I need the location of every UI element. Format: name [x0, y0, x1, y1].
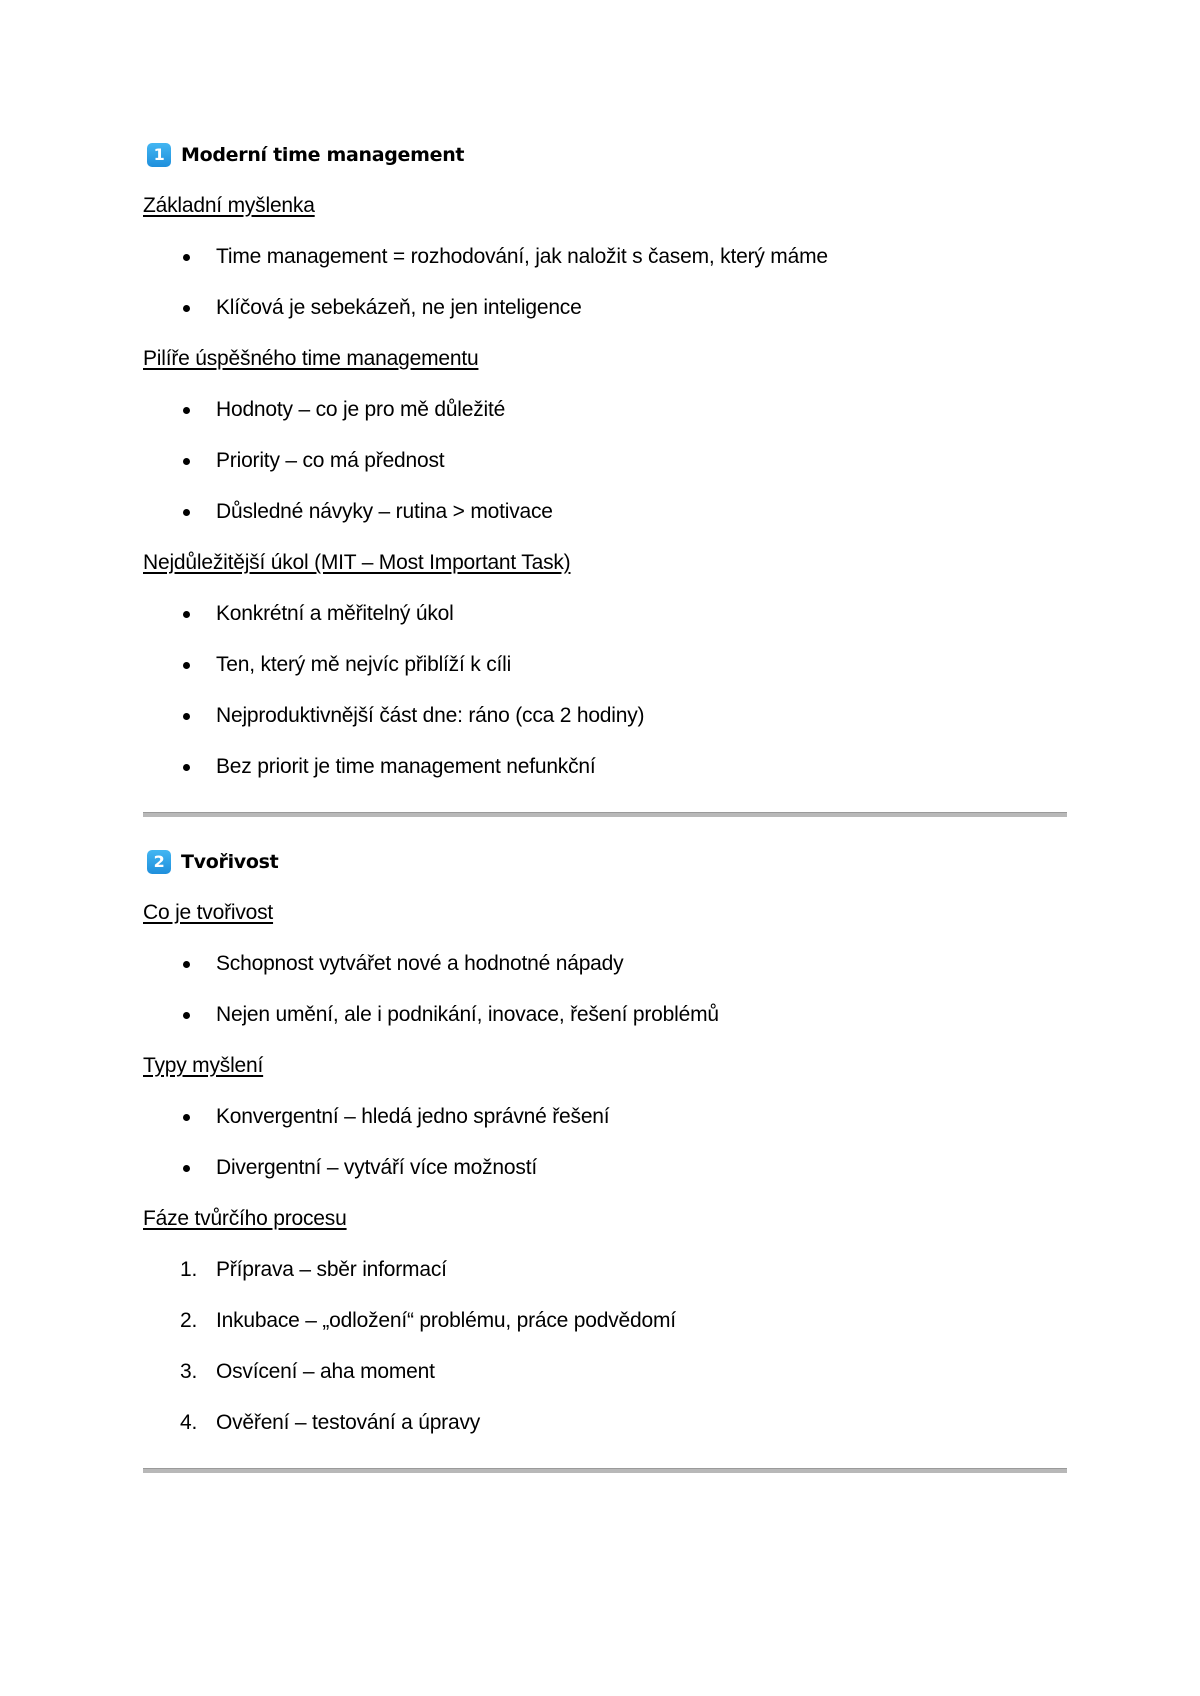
- list-item: [143, 447, 1067, 475]
- list-item-text: Time management = rozhodování, jak naložit s časem, který máme: [216, 245, 828, 268]
- bullet-icon: [183, 305, 190, 312]
- list-item: [143, 1358, 1067, 1386]
- bullet-icon: [183, 407, 190, 414]
- list-item: [143, 950, 1067, 978]
- bullet-list: [143, 950, 1067, 1029]
- horizontal-divider: [143, 1468, 1067, 1473]
- list-item-text: Nejproduktivnější část dne: ráno (cca 2 hodiny): [216, 704, 645, 727]
- list-item: [143, 396, 1067, 424]
- section-title: [143, 140, 1067, 170]
- list-item-text: Schopnost vytvářet nové a hodnotné nápady: [216, 952, 624, 975]
- list-item: [143, 498, 1067, 526]
- list-item-text: Priority – co má přednost: [216, 449, 445, 472]
- list-number: 3.: [180, 1360, 198, 1383]
- list-item: [143, 702, 1067, 730]
- bullet-icon: [183, 1012, 190, 1019]
- list-number: 2.: [180, 1309, 198, 1332]
- sub-heading: Fáze tvůrčího procesu: [143, 1207, 347, 1230]
- keycap-number-icon: 1: [147, 143, 171, 167]
- bullet-icon: [183, 662, 190, 669]
- list-item-text: Ověření – testování a úpravy: [216, 1411, 481, 1434]
- list-item-text: Inkubace – „odložení“ problému, práce podvědomí: [216, 1309, 676, 1332]
- bullet-icon: [183, 458, 190, 465]
- sub-heading: Co je tvořivost: [143, 901, 274, 924]
- section-title: [143, 847, 1067, 877]
- list-item-text: Konkrétní a měřitelný úkol: [216, 602, 454, 625]
- list-item-text: Bez priorit je time management nefunkční: [216, 755, 596, 778]
- list-item: [143, 1256, 1067, 1284]
- list-item-text: Hodnoty – co je pro mě důležité: [216, 398, 506, 421]
- sub-heading: Základní myšlenka: [143, 194, 315, 217]
- list-item-text: Klíčová je sebekázeň, ne jen inteligence: [216, 296, 582, 319]
- list-item-text: Nejen umění, ale i podnikání, inovace, řešení problémů: [216, 1003, 719, 1026]
- bullet-icon: [183, 1165, 190, 1172]
- sub-heading: Nejdůležitější úkol (MIT – Most Important Task): [143, 551, 571, 574]
- list-item: [143, 1307, 1067, 1335]
- bullet-icon: [183, 509, 190, 516]
- bullet-icon: [183, 611, 190, 618]
- bullet-list: [143, 600, 1067, 781]
- bullet-icon: [183, 764, 190, 771]
- keycap-number-icon: 2: [147, 850, 171, 874]
- bullet-icon: [183, 713, 190, 720]
- bullet-list: [143, 1103, 1067, 1182]
- list-item: [143, 1409, 1067, 1437]
- list-item: [143, 600, 1067, 628]
- list-item-text: Divergentní – vytváří více možností: [216, 1156, 537, 1179]
- numbered-list: [143, 1256, 1067, 1437]
- list-item-text: Osvícení – aha moment: [216, 1360, 435, 1383]
- bullet-icon: [183, 961, 190, 968]
- list-item-text: Konvergentní – hledá jedno správné řešení: [216, 1105, 610, 1128]
- list-item-text: Příprava – sběr informací: [216, 1258, 447, 1281]
- list-item: [143, 294, 1067, 322]
- list-item: [143, 1154, 1067, 1182]
- horizontal-divider: [143, 812, 1067, 817]
- list-item: [143, 1103, 1067, 1131]
- bullet-icon: [183, 1114, 190, 1121]
- section-title-text: Moderní time management: [181, 144, 465, 166]
- document-page: [143, 140, 1067, 1473]
- bullet-list: [143, 396, 1067, 526]
- list-item: [143, 1001, 1067, 1029]
- sub-heading: Pilíře úspěšného time managementu: [143, 347, 479, 370]
- bullet-icon: [183, 254, 190, 261]
- list-item-text: Ten, který mě nejvíc přiblíží k cíli: [216, 653, 512, 676]
- list-item-text: Důsledné návyky – rutina > motivace: [216, 500, 553, 523]
- sub-heading: Typy myšlení: [143, 1054, 264, 1077]
- list-number: 1.: [180, 1258, 198, 1281]
- section-title-text: Tvořivost: [181, 851, 279, 873]
- bullet-list: [143, 243, 1067, 322]
- list-item: [143, 651, 1067, 679]
- list-item: [143, 753, 1067, 781]
- list-number: 4.: [180, 1411, 198, 1434]
- list-item: [143, 243, 1067, 271]
